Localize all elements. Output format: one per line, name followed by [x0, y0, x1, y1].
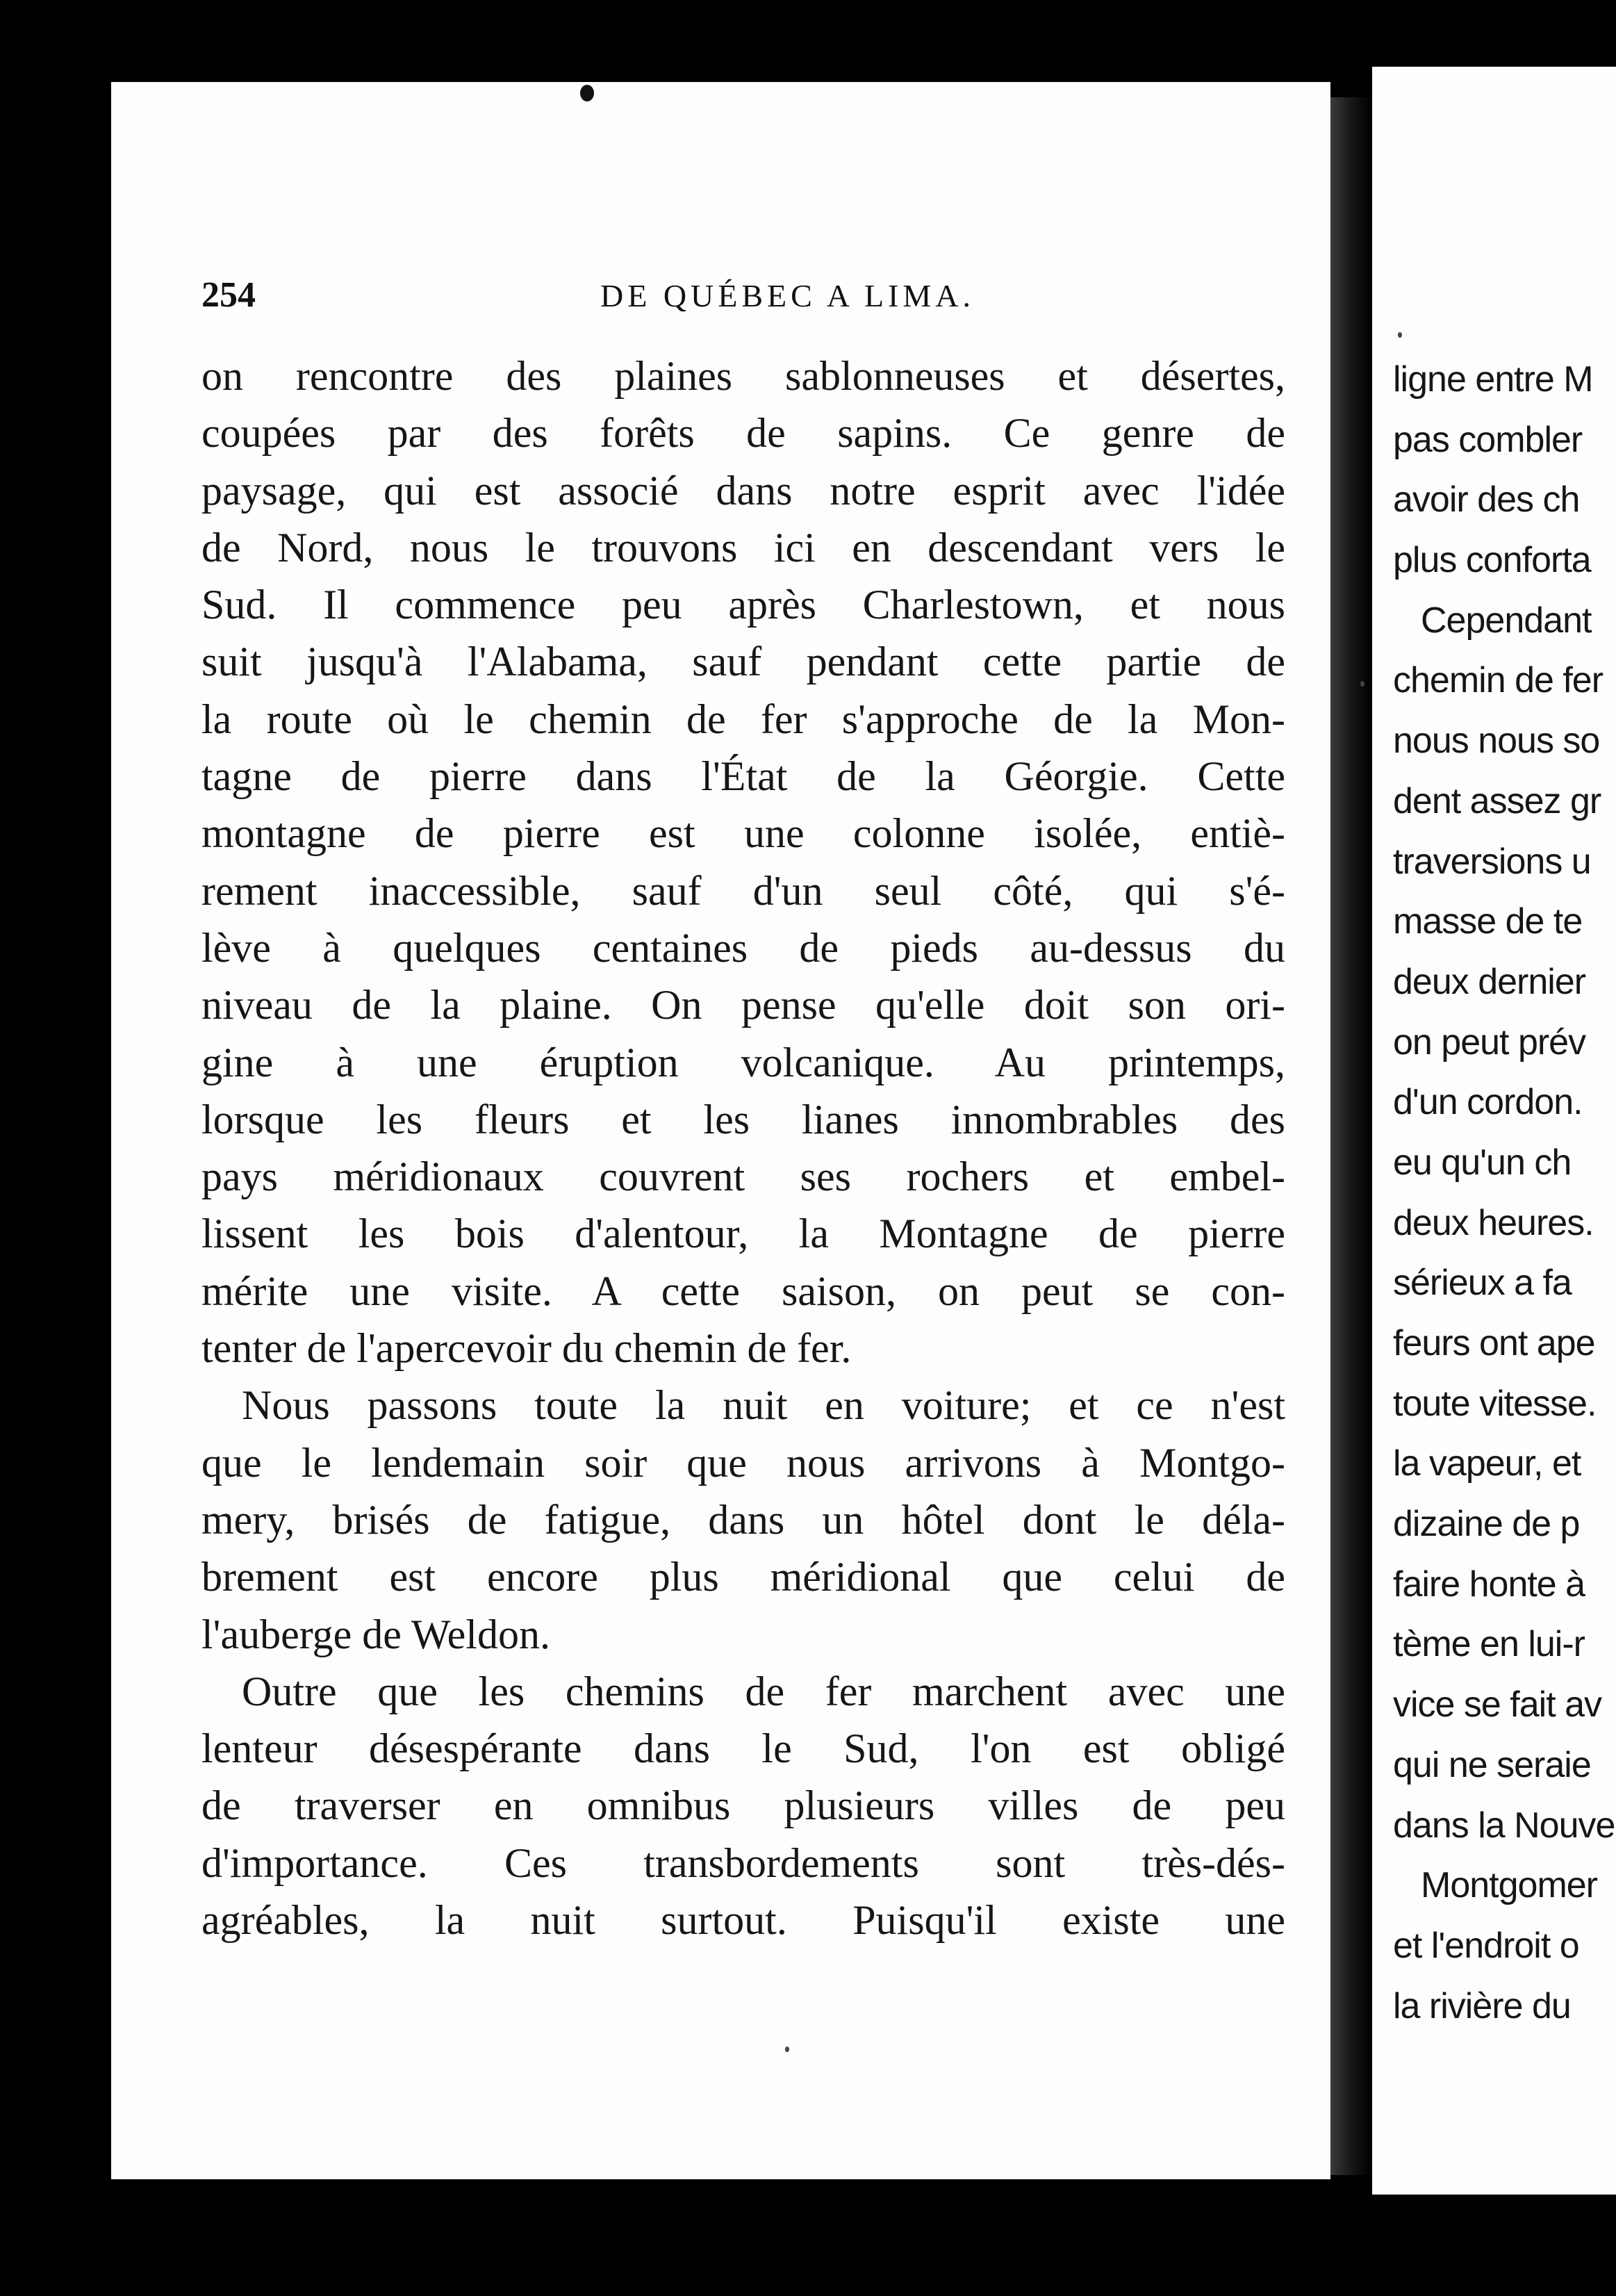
text-line: mérite une visite. A cette saison, on peut se con-	[201, 1268, 1285, 1314]
text-line: vice se fait av	[1393, 1684, 1602, 1725]
text-line: avoir des ch	[1393, 479, 1580, 520]
text-line: Nous passons toute la nuit en voiture; et ce n'est	[242, 1382, 1285, 1429]
text-line: dans la Nouve	[1393, 1805, 1615, 1846]
text-line: deux heures.	[1393, 1202, 1594, 1243]
text-line: dent assez gr	[1393, 780, 1601, 821]
text-line: paysage, qui est associé dans notre esprit avec l'idée	[201, 467, 1285, 514]
left-page-text	[201, 347, 1285, 1949]
text-line: dizaine de p	[1393, 1504, 1580, 1545]
text-line: lissent les bois d'alentour, la Montagne de pierre	[201, 1211, 1285, 1257]
text-line: on peut prév	[1393, 1022, 1586, 1063]
text-line: de traverser en omnibus plusieurs villes de peu	[201, 1782, 1285, 1829]
text-line: Cependant	[1421, 600, 1592, 641]
text-line: la rivière du	[1393, 1985, 1571, 2026]
text-line: mery, brisés de fatigue, dans un hôtel dont le déla-	[201, 1496, 1285, 1543]
text-line: pays méridionaux couvrent ses rochers et embel-	[201, 1154, 1285, 1200]
text-line: l'auberge de Weldon.	[201, 1611, 550, 1657]
page-number: 254	[201, 275, 256, 315]
text-line: ligne entre M	[1393, 359, 1593, 400]
text-line: et l'endroit o	[1393, 1925, 1579, 1966]
text-line: faire honte à	[1393, 1564, 1585, 1605]
text-line: lorsque les fleurs et les lianes innombrables des	[201, 1096, 1285, 1142]
ink-dot	[580, 85, 594, 101]
text-line: Sud. Il commence peu après Charlestown, et nous	[201, 582, 1285, 628]
text-line: tenter de l'apercevoir du chemin de fer.	[201, 1325, 852, 1372]
text-line: niveau de la plaine. On pense qu'elle doit son ori-	[201, 982, 1285, 1028]
text-line: montagne de pierre est une colonne isolée, entiè-	[201, 810, 1285, 857]
text-line: tagne de pierre dans l'État de la Géorgie. Cette	[201, 753, 1285, 800]
text-line: lève à quelques centaines de pieds au-dessus du	[201, 924, 1285, 971]
text-line: toute vitesse.	[1393, 1383, 1597, 1424]
text-line: rement inaccessible, sauf d'un seul côté, qui s'é-	[201, 867, 1285, 914]
text-line: nous nous so	[1393, 721, 1600, 762]
text-line: Outre que les chemins de fer marchent avec une	[242, 1668, 1285, 1714]
text-line: qui ne seraie	[1393, 1744, 1591, 1785]
ink-speck	[785, 2047, 789, 2052]
text-line: feurs ont ape	[1393, 1323, 1595, 1363]
text-line: chemin de fer	[1393, 660, 1603, 701]
text-line: on rencontre des plaines sablonneuses et désertes,	[201, 353, 1285, 399]
text-line: coupées par des forêts de sapins. Ce genre de	[201, 410, 1285, 457]
text-line: gine à une éruption volcanique. Au printemps,	[201, 1039, 1285, 1085]
text-line: traversions u	[1393, 841, 1591, 882]
text-line: pas combler	[1393, 419, 1583, 460]
text-line: suit jusqu'à l'Alabama, sauf pendant cette partie de	[201, 639, 1285, 685]
text-line: agréables, la nuit surtout. Puisqu'il existe une	[201, 1897, 1285, 1944]
ink-speck	[1398, 332, 1402, 338]
text-line: d'importance. Ces transbordements sont très-dés-	[201, 1839, 1285, 1886]
text-line: sérieux a fa	[1393, 1263, 1572, 1304]
text-line: que le lendemain soir que nous arrivons à Montgo-	[201, 1439, 1285, 1486]
text-line: la route où le chemin de fer s'approche de la Mon-	[201, 696, 1285, 742]
text-line: la vapeur, et	[1393, 1443, 1581, 1484]
text-line: plus conforta	[1393, 540, 1591, 581]
text-line: brement est encore plus méridional que celui de	[201, 1554, 1285, 1600]
text-line: masse de te	[1393, 901, 1583, 942]
running-head	[201, 274, 1063, 330]
text-line: eu qu'un ch	[1393, 1142, 1572, 1183]
text-line: deux dernier	[1393, 961, 1586, 1002]
text-line: Montgomer	[1421, 1865, 1597, 1906]
right-page-text	[1393, 350, 1616, 2036]
text-line: de Nord, nous le trouvons ici en descendant vers le	[201, 524, 1285, 571]
book-gutter	[1330, 97, 1372, 2175]
text-line: tème en lui-r	[1393, 1624, 1585, 1665]
running-title: DE QUÉBEC A LIMA.	[600, 278, 975, 313]
text-line: d'un cordon.	[1393, 1082, 1583, 1123]
text-line: lenteur désespérante dans le Sud, l'on est obligé	[201, 1725, 1285, 1772]
ink-speck	[1360, 681, 1364, 687]
